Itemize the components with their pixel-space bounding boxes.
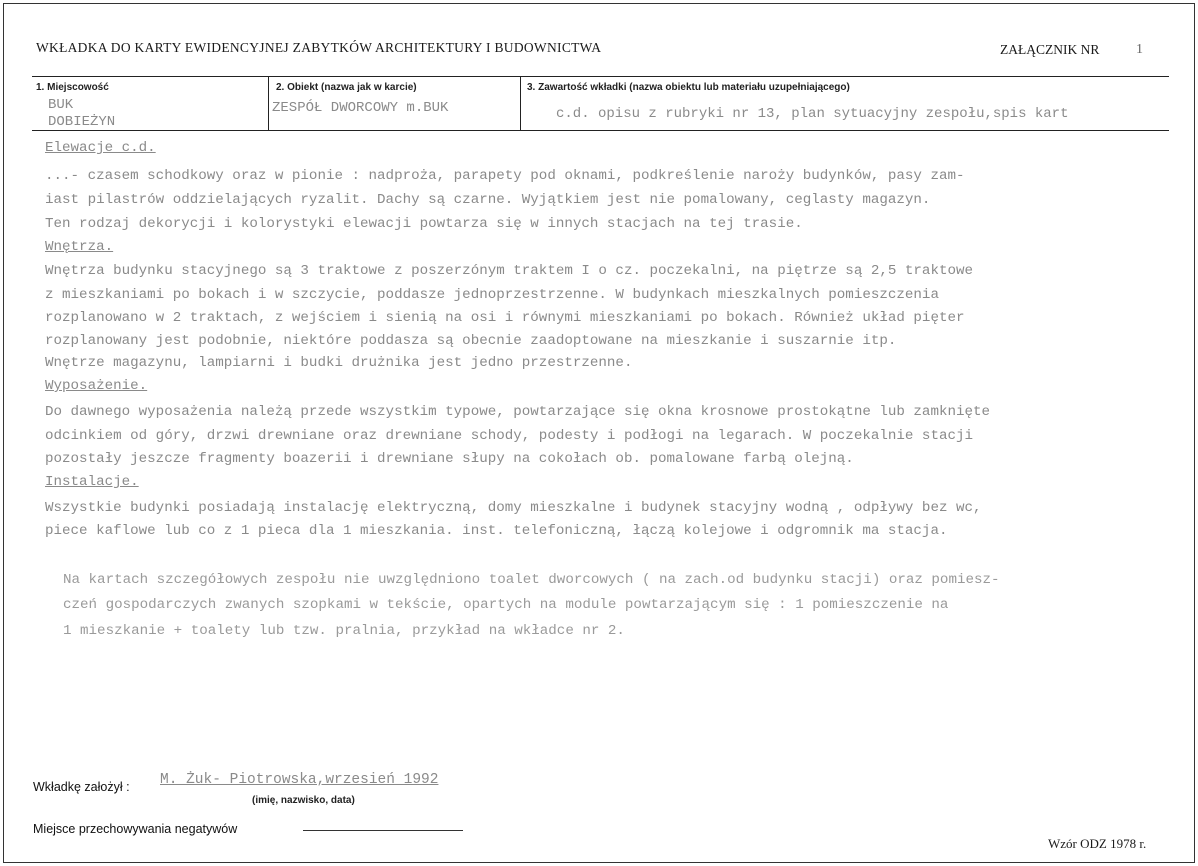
locality-label: 1. Miejscowość — [36, 82, 109, 93]
note-line: 1 mieszkanie + toalety lub tzw. pralnia, przykład na wkładce nr 2. — [63, 623, 625, 639]
body-line: Ten rodzaj dekorycji i kolorystyki elewacji powtarza się w innych stacjach na tej trasie. — [45, 216, 803, 232]
negatives-storage-label: Miejsce przechowywania negatywów — [33, 822, 238, 836]
section-heading-elevations: Elewacje c.d. — [45, 140, 156, 156]
creator-value: M. Żuk- Piotrowska,wrzesień 1992 — [160, 772, 439, 788]
header-top-rule — [32, 76, 1169, 77]
section-heading-equipment: Wyposażenie. — [45, 378, 148, 394]
section-heading-interiors: Wnętrza. — [45, 239, 114, 255]
note-line: czeń gospodarczych zwanych szopkami w tekście, opartych na module powtarzającym się : 1 pomieszczenie na — [63, 597, 949, 613]
body-line: Do dawnego wyposażenia należą przede wszystkim typowe, powtarzające się okna krosnowe prostokątne lub zamknięte — [45, 404, 991, 420]
form-code: Wzór ODZ 1978 r. — [1048, 836, 1147, 851]
locality-value-2: DOBIEŻYN — [48, 114, 116, 129]
creator-subcaption: (imię, nazwisko, data) — [252, 795, 355, 806]
insert-content-value: c.d. opisu z rubryki nr 13, plan sytuacyjny zespołu,spis kart — [556, 106, 1069, 122]
object-value: ZESPÓŁ DWORCOWY m.BUK — [272, 100, 449, 116]
attachment-label: ZAŁĄCZNIK NR — [1000, 42, 1100, 57]
body-line: iast pilastrów oddzielających ryzalit. Dachy są czarne. Wyjątkiem jest nie pomalowany, ceglasty magazyn. — [45, 192, 931, 208]
body-line: odcinkiem od góry, drzwi drewniane oraz drewniane schody, podesty i podłogi na legarach. W poczekalnie stacji — [45, 428, 974, 444]
body-line: rozplanowany jest podobnie, niektóre poddasza są obecnie zaadoptowane na mieszkanie i suszarnie itp. — [45, 333, 897, 349]
body-line: rozplanowano w 2 traktach, z wejściem i sienią na osi i równymi mieszkaniami po bokach. Również układ pięter — [45, 310, 965, 326]
body-line: pozostały jeszcze fragmenty boazerii i drewniane słupy na cokołach ob. pomalowane farbą olejną. — [45, 451, 854, 467]
note-line: Na kartach szczegółowych zespołu nie uwzględniono toalet dworcowych ( na zach.od budynku stacji) oraz pomiesz- — [63, 572, 1000, 588]
creator-label: Wkładkę założył : — [33, 780, 130, 794]
locality-value-1: BUK — [48, 97, 74, 113]
insert-content-label: 3. Zawartość wkładki (nazwa obiektu lub materiału uzupełniającego) — [527, 82, 850, 93]
object-label: 2. Obiekt (nazwa jak w karcie) — [276, 82, 417, 93]
negatives-storage-line — [303, 830, 463, 831]
form-title: WKŁADKA DO KARTY EWIDENCYJNEJ ZABYTKÓW ARCHITEKTURY I BUDOWNICTWA — [36, 40, 602, 55]
body-line: Wnętrza budynku stacyjnego są 3 traktowe z poszerzónym traktem I o cz. poczekalni, na piętrze są 2,5 traktowe — [45, 263, 974, 279]
body-line: Wszystkie budynki posiadają instalację elektryczną, domy mieszkalne i budynek stacyjny wodną , odpływy bez wc, — [45, 500, 982, 516]
body-line: Wnętrze magazynu, lampiarni i budki drużnika jest jedno przestrzenne. — [45, 355, 633, 371]
body-line: ...- czasem schodkowy oraz w pionie : nadproża, parapety pod oknami, podkreślenie naroży budynków, pasy zam- — [45, 168, 965, 184]
column-divider-2 — [520, 77, 521, 130]
body-line: piece kaflowe lub co z 1 pieca dla 1 mieszkania. inst. telefoniczną, łączą kolejowe i odgromnik ma stacja. — [45, 523, 948, 539]
attachment-number: 1 — [1136, 42, 1143, 57]
section-heading-installations: Instalacje. — [45, 474, 139, 490]
column-divider-1 — [268, 77, 269, 130]
body-line: z mieszkaniami po bokach i w szczycie, poddasze jednoprzestrzenne. W budynkach mieszkalnych pomieszczenia — [45, 287, 939, 303]
header-bottom-rule — [32, 130, 1169, 131]
